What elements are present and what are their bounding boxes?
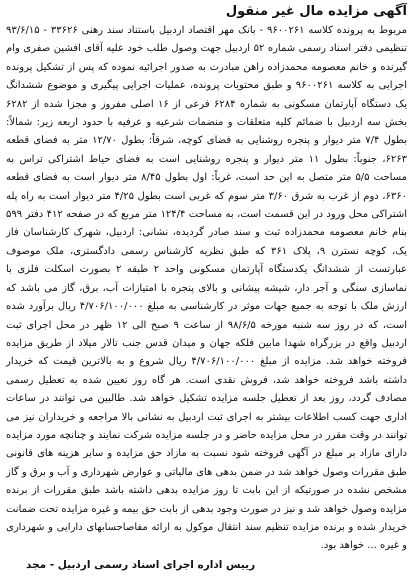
notice-body: مربوط به پرونده کلاسه ۹۶۰۰۲۶۱ - بانک مهر اقتصاد اردبیل باستناد سند رهنی ۳۳۶۲۶ - ۹۳/۶/۱۵ تنظیمی دفتر اسناد رسمی شماره ۵۲ اردبیل جهت وصول طلب خود علیه آقای افشین صفری وام گیرنده و خانم معصومه محمدزاده راهن مبادرت به صدور اجرائیه نموده که پس از تشکیل پرونده اجرایی به کلاسه ۹۶۰۰۲۶۱ و طبق محتویات پرونده، عملیات اجرایی پیگیری و موضوع ششدانگ یک دستگاه آپارتمان مسکونی به شماره ۶۲۸۴ فرعی از ۱۶ اصلی مفروز و مجزا شده از ۶۲۸۲ بخش سه اردبیل با ضمائم کلیه متعلقات و منضمات شرعیه و عرفیه با حدود اربعه زیر: شمالاً: بطول ۷/۴ متر دیوار و پنجره روشنایی به فضای کوچه، شرقاً: بطول ۱۲/۷۰ متر به فضای قطعه ۶۲۶۳، جنوباً: بطول ۱۱ متر دیوار و پنجره روشنایی است به فضای حیاط اشتراکی تراس به مساحت ۵/۵ متر متصل به این حد است، غرباً: اول بطول ۸/۴۵ متر دیوار است به فضای قطعه ۶۳۶۰، دوم از غرب به شرق ۳/۶۰ متر سوم که غربی است بطول ۴/۲۵ متر دیوار است به راه پله اشتراکی محل ورود در این قسمت است، به مساحت ۱۲۴/۴ متر مربع که در صفحه ۴۱۲ دفتر ۵۹۹ بنام خانم معصومه محمدزاده ثبت و سند صادر گردیده، نشانی: اردبیل، شهرک کارشناسان فاز یک، کوچه نسترن ۹، پلاک ۳۶۱ که طبق نظریه کارشناس رسمی دادگستری، ملک موصوف عبارتست از ششدانگ یکدستگاه آپارتمان مسکونی واحد ۲ طبقه ۲ بصورت اسکلت فلزی با نماسازی سنگی و آجر دار، شیشه پیشانی و بالای پنجره با امتیازات آب، برق، گاز می باشد که ارزش ملک با توجه به جمیع جهات موثر در کارشناسی به مبلغ ۴/۷۰۶/۱۰۰/۰۰۰ ریال برآورد شده است، که در روز سه شنبه مورخه ۹۸/۶/۵ از ساعت ۹ صبح الی ۱۲ ظهر در محل اجرای ثبت اردبیل واقع در بزرگراه شهدا مابین فلکه جهان و میدان قدس جنب تالار میلاد از طریق مزایده فروخته خواهد شد. مزایده از مبلغ ۴/۷۰۶/۱۰۰/۰۰۰ ریال شروع و به بالاترین قیمت که خریدار داشته باشد فروخته خواهد شد، فروش نقدی است. هر گاه روز تعیین شده به تعطیل رسمی مصادف گردد، روز بعد از تعطیل جلسه مزایده تشکیل خواهد شد. طالبین می توانند در ساعات اداری جهت کسب اطلاعات بیشتر به اجرای ثبت اردبیل به نشانی بالا مراجعه و خریداران نیز می توانند در وقت مقرر در محل مزایده حاضر و در جلسه مزایده شرکت نمایند و چنانچه مورد مزایده دارای مازاد بر مبلغ در آگهی فروخته شود نسبت به مازاد حق مزایده و سایر هزینه های قانونی طبق مقررات وصول خواهد شد در ضمن بدهی های مالیاتی و عوارض شهرداری و آب و برق و گاز مشخص نشده در صورتیکه از این بابت تا روز مزایده بدهی داشته باشد طبق مقررات از برنده مزایده وصول خواهد شد و نیز در صورت وجود بدهی از بابت حق بیمه و غیره مزایده تحت ضمانت خریدار شده و برنده مزایده تنظیم سند انتقال موکول به ارائه مفاصاحسابهای دارایی و شهرداری و غیره ... خواهد بود.	[5, 25, 408, 552]
notice-signature: رییس اداره اجرای اسناد رسمی اردبیل - مجد	[26, 558, 256, 571]
notice-title: آگهی مزایده مال غیر منقول	[225, 4, 407, 19]
